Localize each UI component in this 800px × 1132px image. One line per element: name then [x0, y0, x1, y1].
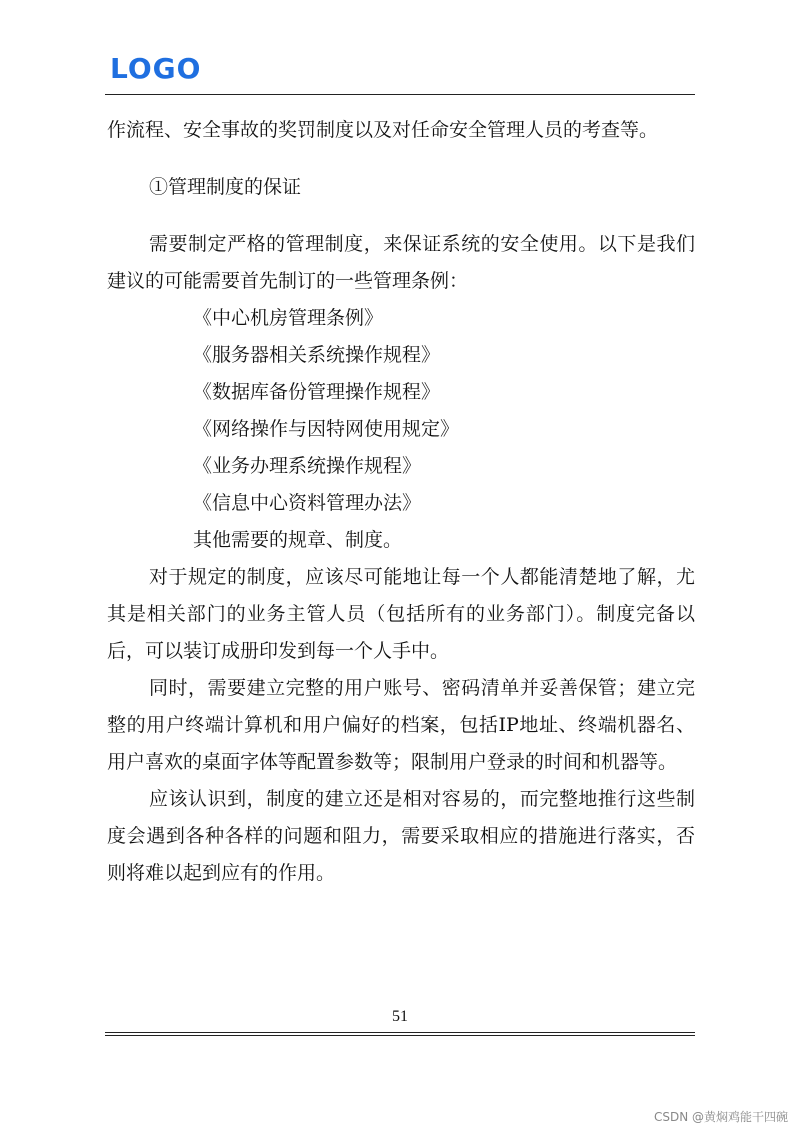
paragraph: 同时，需要建立完整的用户账号、密码清单并妥善保管；建立完整的用户终端计算机和用户偏好的档案，包括IP地址、终端机器名、用户喜欢的桌面字体等配置参数等；限制用户登录的时间和机器等。 [107, 677, 695, 773]
regulation-item: 《网络操作与因特网使用规定》 [193, 418, 460, 440]
footer-rule-double [105, 1035, 695, 1036]
regulation-item: 其他需要的规章、制度。 [193, 529, 403, 551]
watermark: CSDN @黄焖鸡能干四碗 [653, 1110, 788, 1124]
regulation-item: 《数据库备份管理操作规程》 [193, 381, 441, 403]
page-number: 51 [392, 1008, 408, 1025]
paragraph: 对于规定的制度，应该尽可能地让每一个人都能清楚地了解，尤其是相关部门的业务主管人员（包括所有的业务部门）。制度完备以后，可以装订成册印发到每一个人手中。 [107, 566, 695, 662]
paragraph: 需要制定严格的管理制度，来保证系统的安全使用。以下是我们建议的可能需要首先制订的一些管理条例： [107, 233, 695, 292]
logo: LOGO [110, 52, 202, 85]
header-rule [105, 94, 695, 95]
section-heading: ①管理制度的保证 [149, 176, 302, 198]
paragraph: 应该认识到，制度的建立还是相对容易的，而完整地推行这些制度会遇到各种各样的问题和阻力，需要采取相应的措施进行落实，否则将难以起到应有的作用。 [107, 788, 695, 884]
paragraph: 作流程、安全事故的奖罚制度以及对任命安全管理人员的考查等。 [107, 119, 659, 141]
regulation-item: 《业务办理系统操作规程》 [193, 455, 422, 477]
document-body [107, 112, 695, 892]
regulation-item: 《信息中心资料管理办法》 [193, 492, 422, 514]
footer-rule [105, 1032, 695, 1033]
regulation-item: 《服务器相关系统操作规程》 [193, 344, 441, 366]
regulation-item: 《中心机房管理条例》 [193, 307, 384, 329]
